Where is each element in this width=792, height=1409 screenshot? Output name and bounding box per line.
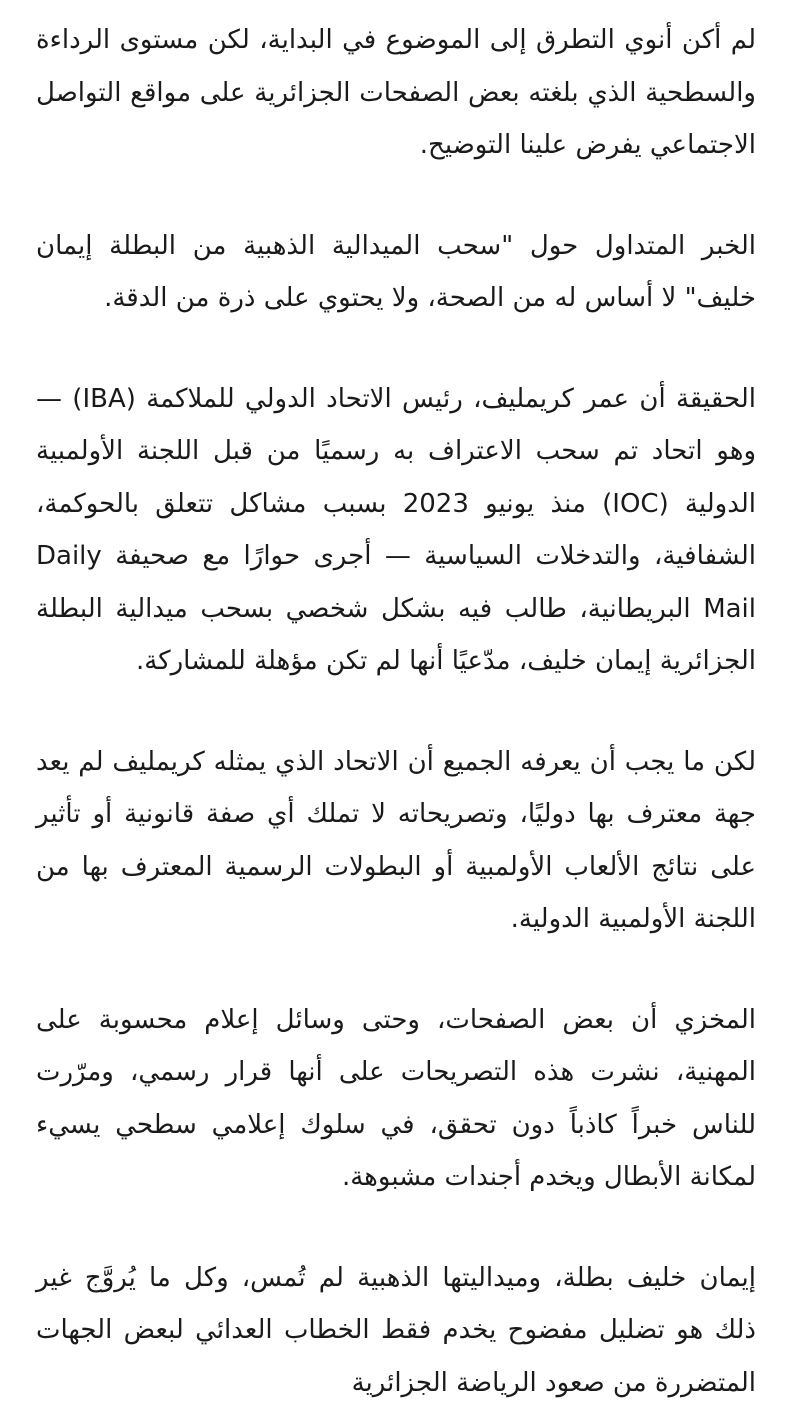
paragraph-facts: الحقيقة أن عمر كريمليف، رئيس الاتحاد الدولي للملاكمة (IBA) — وهو اتحاد تم سحب الاعتراف به رسميًا من قبل اللجنة الأولمبية الدولية (IOC) منذ يونيو 2023 بسبب مشاكل تتعلق بالحوكمة، الشفافية، والتدخلات السياسية — أجرى حوارًا مع صحيفة Daily Mail البريطانية، طالب فيه بشكل شخصي بسحب ميدالية البطلة الجزائرية إيمان خليف، مدّعيًا أنها لم تكن مؤهلة للمشاركة. xyxy=(36,373,756,688)
paragraph-intro: لم أكن أنوي التطرق إلى الموضوع في البداية، لكن مستوى الرداءة والسطحية الذي بلغته بعض الصفحات الجزائرية على مواقع التواصل الاجتماعي يفرض علينا التوضيح. xyxy=(36,14,756,172)
paragraph-federation-status: لكن ما يجب أن يعرفه الجميع أن الاتحاد الذي يمثله كريمليف لم يعد جهة معترف بها دوليًا، وتصريحاته لا تملك أي صفة قانونية أو تأثير على نتائج الألعاب الأولمبية أو البطولات الرسمية المعترف بها من اللجنة الأولمبية الدولية. xyxy=(36,736,756,946)
paragraph-rumor: الخبر المتداول حول "سحب الميدالية الذهبية من البطلة إيمان خليف" لا أساس له من الصحة، ولا يحتوي على ذرة من الدقة. xyxy=(36,220,756,325)
paragraph-conclusion: إيمان خليف بطلة، وميداليتها الذهبية لم تُمس، وكل ما يُروَّج غير ذلك هو تضليل مفضوح يخدم فقط الخطاب العدائي لبعض الجهات المتضررة من صعود الرياضة الجزائرية xyxy=(36,1252,756,1409)
paragraph-media-criticism: المخزي أن بعض الصفحات، وحتى وسائل إعلام محسوبة على المهنية، نشرت هذه التصريحات على أنها قرار رسمي، ومرّرت للناس خبراً كاذباً دون تحقق، في سلوك إعلامي سطحي يسيء لمكانة الأبطال ويخدم أجندات مشبوهة. xyxy=(36,994,756,1204)
